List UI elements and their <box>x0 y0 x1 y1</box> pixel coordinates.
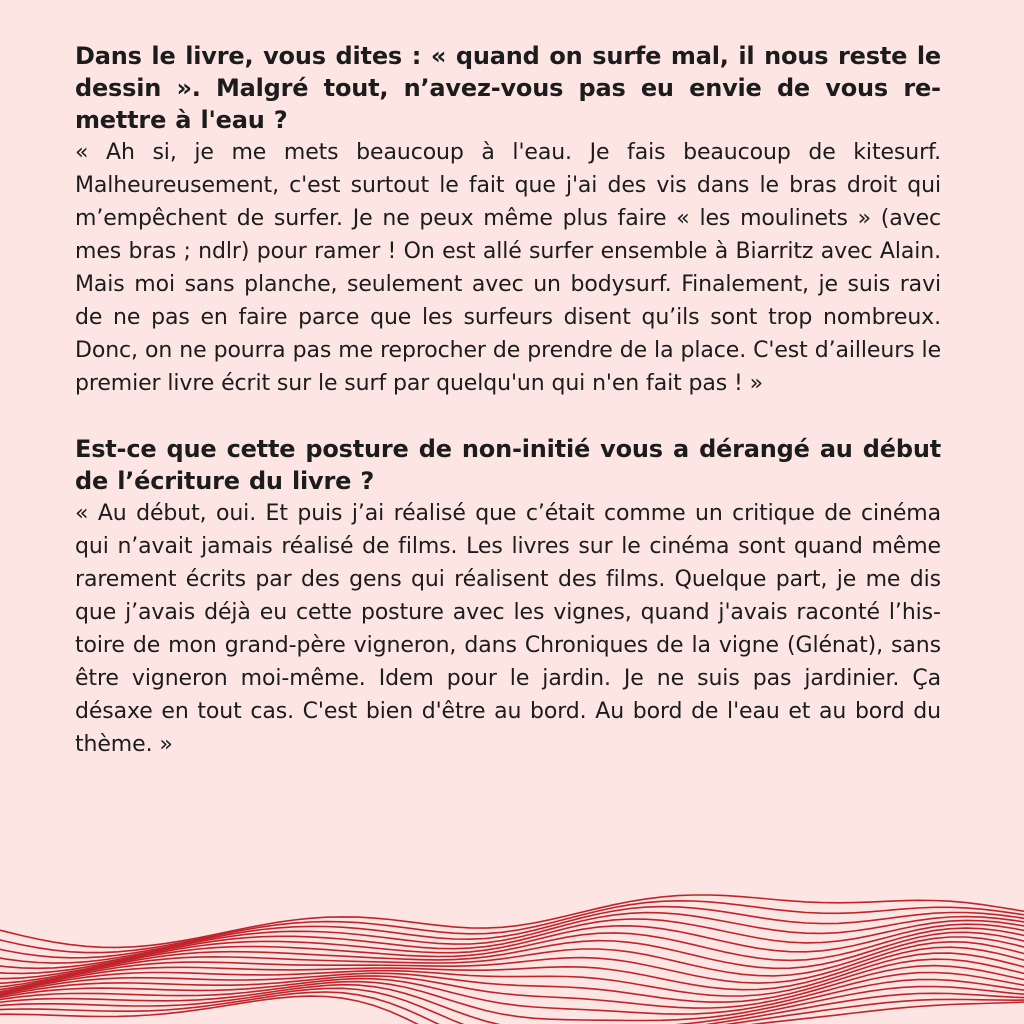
wave-line <box>0 992 1024 1024</box>
question-2: Est-ce que cette posture de non-initié vous a dérangé au début de l’écriture du livre ? <box>75 435 941 495</box>
wave-lines-group <box>0 895 1024 1024</box>
qa-block-2 <box>75 433 941 761</box>
wave-line <box>0 973 1024 1015</box>
answer-2: « Au début, oui. Et puis j’ai réalisé que c’était comme un critique de cinéma qui n’avait jamais réalisé de films. Les livres sur le cinéma sont quand même rarement écrits par des gens qui réalisent des films. Quelque part, je me dis que j’avais déjà eu cette posture avec les vignes, quand j'avais raconté l’histoire de mon grand-père vigneron, dans Chroniques de la vigne (Glénat), sans être vigneron moi-même. Idem pour le jardin. Je ne suis pas jardinier. Ça désaxe en tout cas. C'est bien d'être au bord. Au bord de l'eau et au bord du thème. » <box>75 501 941 757</box>
qa-block-1 <box>75 40 941 400</box>
wave-line <box>0 907 1024 958</box>
wave-line <box>0 988 1024 1024</box>
question-1: Dans le livre, vous dites : « quand on surfe mal, il nous reste le dessin ». Malgré tout, n’avez-vous pas eu envie de vous remettre à l'eau ? <box>75 42 941 134</box>
interview-article <box>75 40 941 761</box>
answer-1: « Ah si, je me mets beaucoup à l'eau. Je fais beaucoup de kitesurf. Malheureusement, c'est surtout le fait que j'ai des vis dans le bras droit qui m’empêchent de surfer. Je ne peux même plus faire « les moulinets » (avec mes bras ; ndlr) pour ramer ! On est allé surfer ensemble à Biarritz avec Alain. Mais moi sans planche, seulement avec un bodysurf. Finalement, je suis ravi de ne pas en faire parce que les surfeurs disent qu’ils sont trop nombreux. Donc, on ne pourra pas me reprocher de prendre de la place. C'est d’ailleurs le premier livre écrit sur le surf par quelqu'un qui n'en fait pas ! » <box>75 140 941 396</box>
wave-lines-decoration <box>0 860 1024 1024</box>
